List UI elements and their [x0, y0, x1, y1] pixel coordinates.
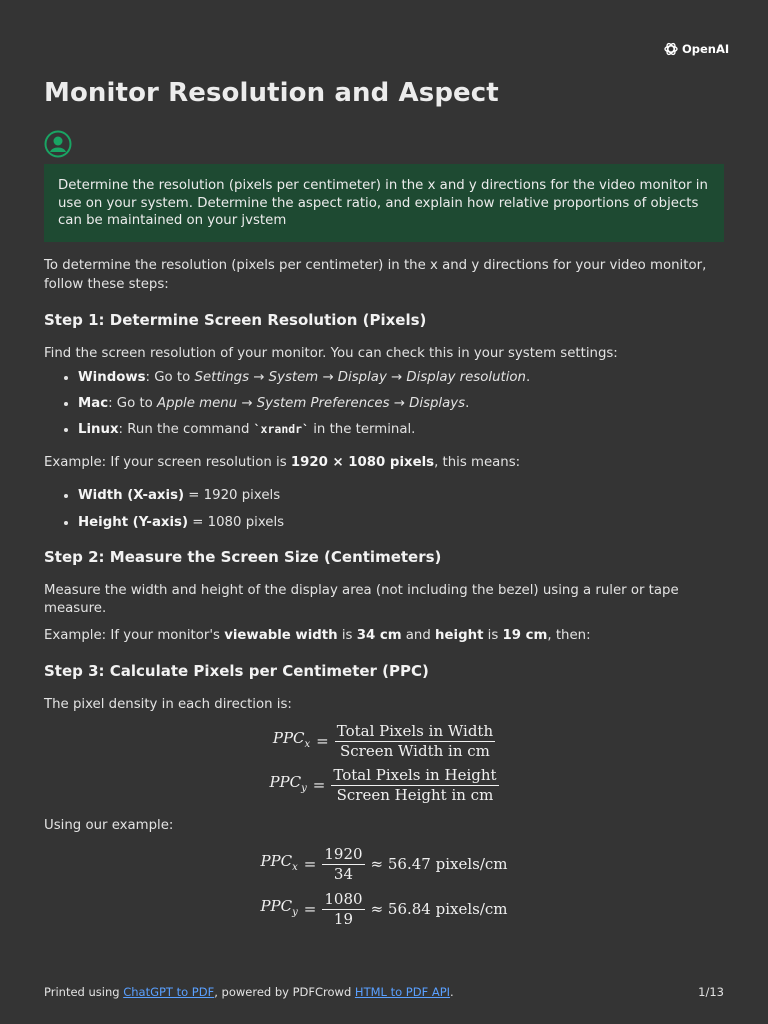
list-item: • Height (Y-axis) = 1080 pixels — [78, 513, 724, 532]
intro-text: To determine the resolution (pixels per centimeter) in the x and y directions for your video monitor, follow these steps: — [44, 258, 707, 292]
axis-list — [44, 486, 724, 532]
formula-ppc-y: $PPC_y$ = $\frac{\text{Total Pixels in Height}}{\text{Screen Height in cm}}$ — [269, 766, 497, 804]
user-prompt-text: Determine the resolution (pixels per centimeter) in the x and y directions for the video monitor in use on your system. Determine the aspect ratio, and explain how relative proportions of objects can be maintained on your jvstem — [58, 178, 708, 228]
calc-ppc-y: $PPC_y$ = $\frac{1080}{19}$ ≈ 56.84 pixels/cm — [260, 890, 508, 928]
step2-example: Example: If your monitor's viewable width is 34 cm and height is 19 cm, then: — [44, 628, 591, 643]
using-example-text: Using our example: — [44, 818, 174, 833]
html-to-pdf-api-link[interactable]: HTML to PDF API — [354, 985, 451, 999]
step1-text: Find the screen resolution of your monitor. You can check this in your system settings: — [44, 346, 618, 361]
response-content — [44, 256, 724, 929]
list-item: • Mac: Go to Apple menu → System Preferences → Displays. — [78, 394, 724, 413]
user-prompt-box — [44, 164, 724, 242]
os-list — [44, 368, 724, 439]
list-item: • Width (X-axis) = 1920 pixels — [78, 486, 724, 505]
list-item: • Windows: Go to Settings → System → Display → Display resolution. — [78, 368, 724, 387]
footer — [44, 985, 724, 999]
step1-example: Example: If your screen resolution is 1920 × 1080 pixels, this means: — [44, 455, 521, 470]
brand-name: OpenAI — [682, 42, 730, 56]
chatgpt-to-pdf-link[interactable]: ChatGPT to PDF — [123, 985, 215, 999]
page-title: Monitor Resolution and Aspect — [44, 78, 499, 108]
formula-ppc-x: $PPC_x$ = $\frac{\text{Total Pixels in Width}}{\text{Screen Width in cm}}$ — [272, 722, 494, 760]
page-number: 1/13 — [698, 985, 724, 999]
step2-text: Measure the width and height of the display area (not including the bezel) using a ruler or tape measure. — [44, 583, 679, 616]
step2-heading: Step 2: Measure the Screen Size (Centimeters) — [44, 548, 442, 566]
calc-ppc-x: $PPC_x$ = $\frac{1920}{34}$ ≈ 56.47 pixels/cm — [260, 845, 508, 883]
openai-logo — [663, 41, 729, 57]
list-item: • Linux: Run the command `xrandr` in the terminal. — [78, 420, 724, 439]
step3-heading: Step 3: Calculate Pixels per Centimeter (PPC) — [44, 662, 429, 680]
user-avatar-icon — [44, 130, 72, 158]
step1-heading: Step 1: Determine Screen Resolution (Pixels) — [44, 311, 427, 329]
xrandr-code: `xrandr` — [253, 422, 310, 436]
openai-icon — [663, 41, 679, 57]
footer-credit: Printed using ChatGPT to PDF, powered by PDFCrowd HTML to PDF API. — [44, 985, 454, 999]
step3-text: The pixel density in each direction is: — [44, 697, 292, 712]
